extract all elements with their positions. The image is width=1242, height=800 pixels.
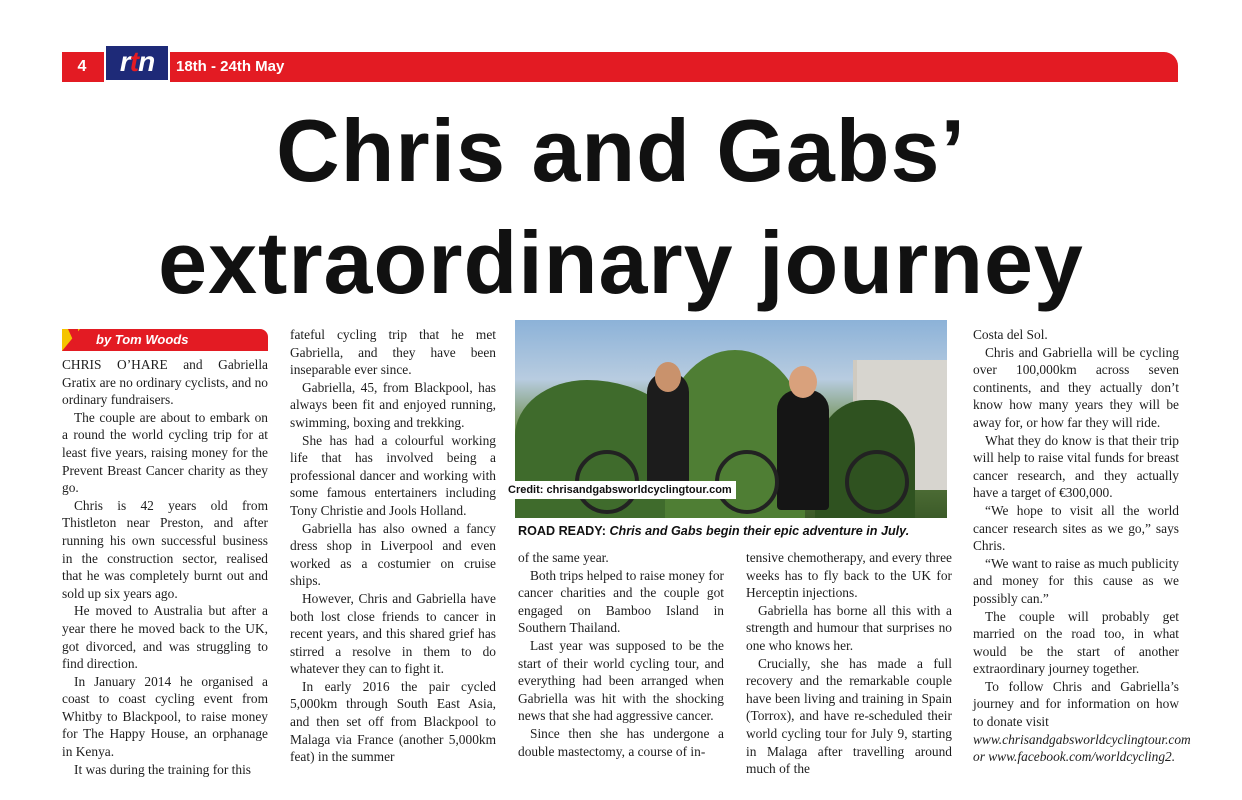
- byline-banner: [62, 329, 268, 351]
- photo-bike-wheel: [845, 450, 909, 514]
- article-column-2: [290, 326, 496, 766]
- photo-chris-head: [789, 366, 817, 398]
- caption-text: Chris and Gabs begin their epic adventure in July.: [609, 524, 910, 538]
- article-column-4: [746, 549, 952, 778]
- rtn-logo: [104, 44, 170, 82]
- paragraph: It was during the training for this: [74, 761, 252, 777]
- page-number: 4: [77, 58, 87, 75]
- logo-n: n: [138, 46, 155, 77]
- paragraph: In early 2016 the pair cycled 5,000km through South East Asia, and then set off from Blackpool to Malaga via France (another 5,000km feat) in the summer: [290, 678, 496, 765]
- paragraph: The couple will probably get married on the road too, in what would be the start of another extraordinary journey together.: [973, 608, 1179, 677]
- paragraph: tensive chemotherapy, and every three weeks has to fly back to the UK for Herceptin injections.: [746, 550, 952, 601]
- logo-t: t: [129, 46, 139, 77]
- paragraph: “We want to raise as much publicity and money for this cause as we possibly can.”: [973, 555, 1179, 606]
- paragraph: “We hope to visit all the world cancer research sites as we go,” says Chris.: [973, 502, 1179, 554]
- photo-caption: [518, 524, 948, 538]
- issue-dateline: 18th - 24th May: [176, 58, 285, 75]
- donation-links: www.chrisandgabsworldcyclingtour.com or www.facebook.com/worldcycling2.: [973, 731, 1191, 765]
- photo-credit: Credit: chrisandgabsworldcyclingtour.com: [504, 481, 736, 499]
- paragraph: Both trips helped to raise money for cancer charities and the couple got engaged on Bamboo Island in Southern Thailand.: [518, 567, 724, 636]
- article-headline: [30, 95, 1212, 319]
- paragraph: fateful cycling trip that he met Gabriella, and they have been inseparable ever since.: [290, 327, 496, 378]
- paragraph: To follow Chris and Gabriella’s journey and for information on how to donate visit: [973, 678, 1179, 730]
- caption-lead: ROAD READY:: [518, 524, 606, 538]
- paragraph: In January 2014 he organised a coast to coast cycling event from Whitby to Blackpool, to raise money for The Happy House, an orphanage in Kenya.: [62, 673, 268, 760]
- paragraph: Chris and Gabriella will be cycling over 100,000km across seven continents, and they actually don’t know how many years they will be away for, or how far they will ride.: [973, 344, 1179, 430]
- article-column-5: [973, 326, 1191, 766]
- paragraph: Last year was supposed to be the start of their world cycling tour, and everything had been arranged when Gabriella was hit with the shocking news that she had aggressive cancer.: [518, 637, 724, 724]
- paragraph: Since then she has undergone a double mastectomy, a course of in-: [518, 725, 724, 759]
- paragraph: Gabriella, 45, from Blackpool, has always been fit and enjoyed running, swimming, boxing and trekking.: [290, 379, 496, 430]
- paragraph: She has had a colourful working life that has involved being a professional dancer and working with some famous entertainers including Tony Christie and Jools Holland.: [290, 432, 496, 518]
- paragraph: of the same year.: [518, 550, 609, 565]
- photo-gabriella-head: [655, 362, 681, 392]
- headline-line-1: Chris and Gabs’: [276, 101, 966, 200]
- logo-r: r: [119, 46, 130, 77]
- paragraph: The couple are about to embark on a round the world cycling trip for at least five years, raising money for the Prevent Breast Cancer charity as they go.: [62, 409, 268, 496]
- article-column-3: [518, 549, 724, 760]
- article-column-1: [62, 356, 268, 778]
- byline-accent-cut: [68, 329, 78, 351]
- paragraph: Chris is 42 years old from Thistleton near Preston, and after running his own successful business in the construction sector, realised that he was completely burnt out and sold up six years ago.: [62, 497, 268, 601]
- paragraph: Gabriella has borne all this with a strength and humour that surprises no one who knows her.: [746, 602, 952, 653]
- paragraph: However, Chris and Gabriella have both lost close friends to cancer in recent years, and this shared grief has stirred a resolve in them to do whatever they can to fight it.: [290, 590, 496, 677]
- paragraph: Gabriella has also owned a fancy dress shop in Liverpool and even worked as a costumier on cruise ships.: [290, 520, 496, 589]
- paragraph: Crucially, she has made a full recovery and the remarkable couple have been living and training in Spain (Torrox), and have re-scheduled their world cycling tour for July 9, starting in Malaga after travelling around much of the: [746, 655, 952, 777]
- paragraph: He moved to Australia but after a year there he moved back to the UK, got divorced, and was struggling to find direction.: [62, 603, 268, 672]
- paragraph: What they do know is that their trip will help to raise vital funds for breast cancer research, and they actually have a target of €300,000.: [973, 432, 1179, 501]
- headline-line-2: extraordinary journey: [158, 213, 1084, 312]
- paragraph: Costa del Sol.: [973, 327, 1048, 342]
- photo-chris: [777, 390, 829, 510]
- byline-text: by Tom Woods: [96, 332, 189, 347]
- paragraph: CHRIS O’HARE and Gabriella Gratix are no ordinary cyclists, and no ordinary fundraisers.: [62, 357, 268, 408]
